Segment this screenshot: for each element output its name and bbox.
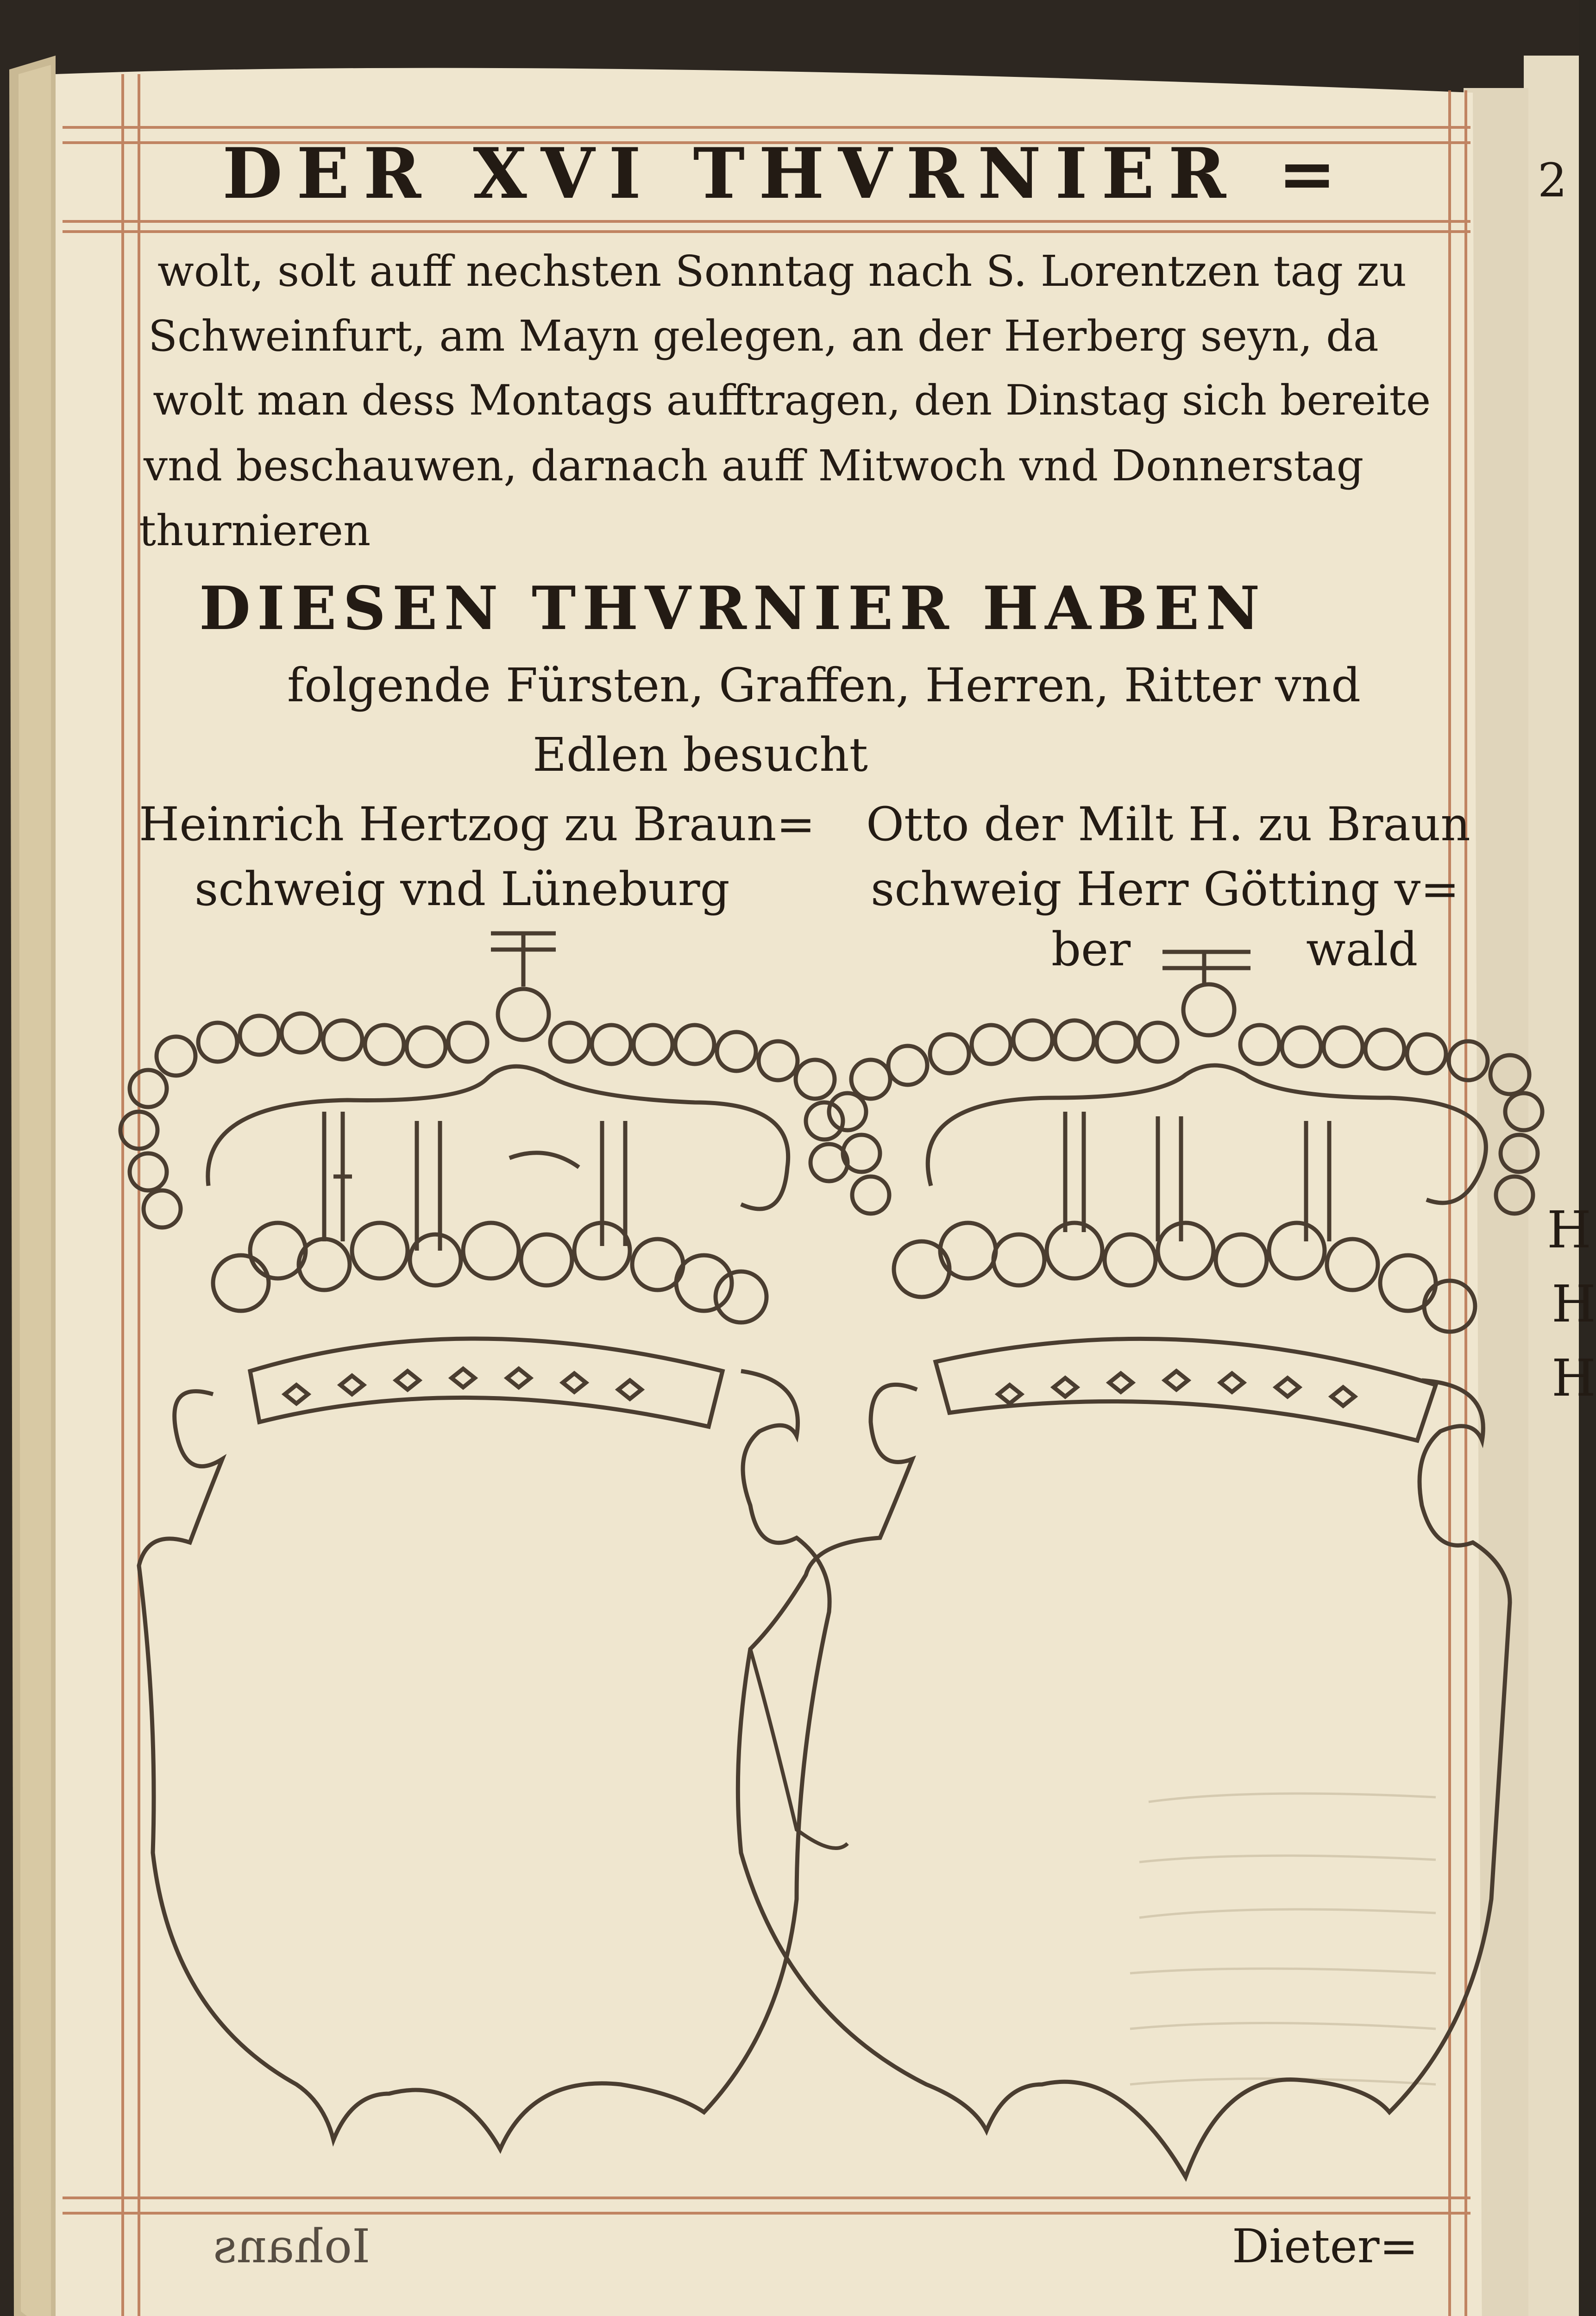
body-line: vnd beschauwen, darnach auff Mitwoch vnd Donnerstag bbox=[144, 441, 1364, 491]
right-entry-line3: ber bbox=[1051, 922, 1131, 976]
right-entry-line2: schweig Herr Götting v= bbox=[871, 862, 1459, 916]
running-title-text: DER XVI THVRNIER bbox=[222, 133, 1240, 214]
body-line: Schweinfurt, am Mayn gelegen, an der Herberg seyn, da bbox=[148, 311, 1379, 361]
left-entry-line2: schweig vnd Lüneburg bbox=[195, 862, 730, 916]
footer-left-mirrored: Iohans bbox=[213, 2219, 371, 2273]
body-line: thurnieren bbox=[139, 506, 371, 555]
section-heading: DIESEN THVRNIER HABEN bbox=[199, 574, 1267, 643]
running-title-hyphen: = bbox=[1278, 133, 1351, 214]
edge-numeral: 2 bbox=[1538, 153, 1567, 208]
body-line: wolt man dess Montags aufftragen, den Dinstag sich bereite bbox=[153, 376, 1431, 425]
right-entry-line3b: wald bbox=[1306, 922, 1418, 976]
footer-right-catchword: Dieter= bbox=[1232, 2219, 1419, 2273]
edge-letter: H bbox=[1552, 1348, 1596, 1408]
edge-letter: H bbox=[1547, 1200, 1591, 1259]
page-stack-edge-inner bbox=[19, 65, 51, 2316]
section-line: Edlen besucht bbox=[533, 728, 868, 782]
body-line: wolt, solt auff nechsten Sonntag nach S. Lorentzen tag zu bbox=[157, 246, 1407, 296]
right-entry-line1: Otto der Milt H. zu Braun bbox=[866, 797, 1470, 851]
left-entry-line1: Heinrich Hertzog zu Braun= bbox=[139, 797, 816, 851]
running-title bbox=[222, 133, 1351, 214]
edge-letter: H bbox=[1552, 1274, 1596, 1334]
section-line: folgende Fürsten, Graffen, Herren, Ritter vnd bbox=[287, 658, 1361, 712]
